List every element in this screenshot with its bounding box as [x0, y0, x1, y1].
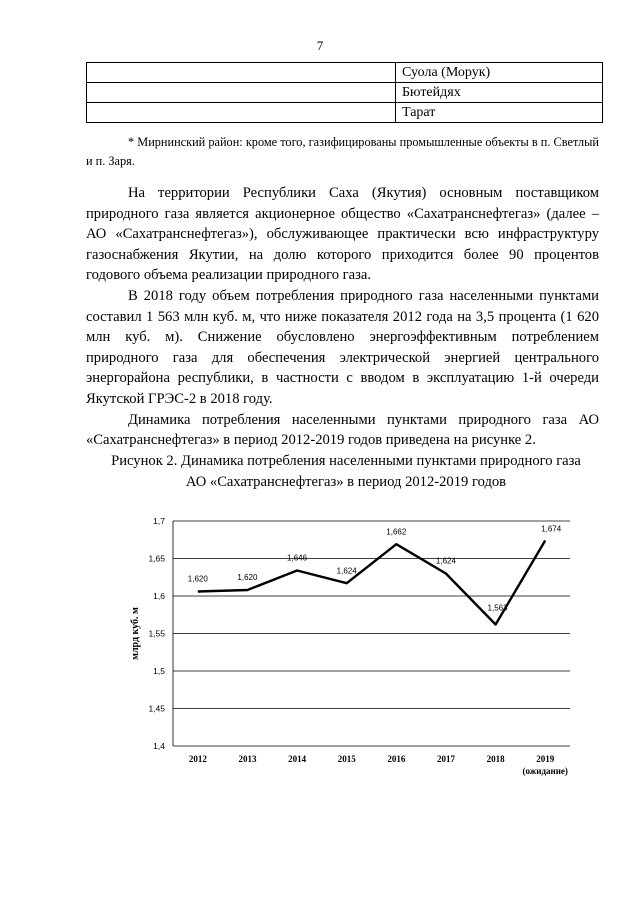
x-tick-sublabel: (ожидание)	[522, 766, 568, 776]
table-row	[87, 83, 603, 103]
consumption-chart	[110, 505, 590, 795]
x-tick-label: 2019	[536, 754, 555, 764]
table-row	[87, 63, 603, 83]
footnote: * Мирнинский район: кроме того, газифицированы промышленные объекты в п. Светлый и п. Заря.	[86, 135, 599, 168]
page-number: 7	[316, 38, 324, 53]
x-tick-label: 2012	[188, 754, 207, 764]
paragraph: В 2018 году объем потребления природного газа населенными пунктами составил 1 563 млн куб. м, что ниже показателя 2012 года на 3,5 процента (1 620 млн куб. м). Снижение обусловлено энергоэффективным потреблением природного газа для обеспечения электрической энергией центрального энергорайона республики, в частности с вводом в эксплуатацию 1-й очереди Якутской ГРЭС-2 в 2018 году.	[86, 287, 599, 407]
table-cell: Суола (Морук)	[396, 63, 603, 83]
data-label: 1,624	[336, 566, 357, 576]
table-row	[87, 103, 603, 123]
x-tick-label: 2017	[436, 754, 455, 764]
x-tick-label: 2016	[387, 754, 406, 764]
chart-svg	[110, 505, 590, 795]
x-tick-label: 2013	[238, 754, 257, 764]
data-label: 1,646	[287, 553, 308, 563]
x-tick-label: 2015	[337, 754, 356, 764]
figure-caption-line: Рисунок 2. Динамика потребления населенными пунктами природного газа	[111, 453, 581, 469]
y-tick-label: 1,6	[153, 591, 165, 601]
data-label: 1,620	[187, 574, 208, 584]
paragraph: На территории Республики Саха (Якутия) основным поставщиком природного газа является акционерное общество «Сахатранснефтегаз» (далее – АО «Сахатранснефтегаз»), обслуживающее практически всю инфраструктуру газоснабжения Якутии, на долю которого приходится более 90 процентов годового объема реализации природного газа.	[86, 185, 599, 284]
table-cell	[87, 83, 396, 103]
table-cell	[87, 63, 396, 83]
body-text	[86, 183, 599, 451]
data-label: 1,624	[435, 556, 456, 566]
y-tick-label: 1,5	[153, 666, 165, 676]
y-tick-label: 1,65	[148, 553, 165, 564]
y-tick-label: 1,45	[148, 703, 165, 714]
x-tick-label: 2018	[486, 754, 505, 764]
table-cell	[87, 103, 396, 123]
table-cell: Бютейдях	[396, 83, 603, 103]
y-tick-label: 1,55	[148, 628, 165, 639]
figure-caption-line: АО «Сахатранснефтегаз» в период 2012-2019 годов	[185, 474, 507, 490]
table-cell: Тарат	[396, 103, 603, 123]
data-label: 1,620	[237, 573, 258, 582]
data-label: 1,674	[541, 524, 562, 534]
data-label: 1,662	[386, 527, 407, 537]
settlements-table	[86, 62, 603, 123]
y-axis-title: млрд куб. м	[130, 607, 141, 660]
y-tick-label: 1,7	[153, 516, 165, 526]
data-label: 1,563	[487, 603, 508, 613]
paragraph: Динамика потребления населенными пунктами природного газа АО «Сахатранснефтегаз» в период 2012-2019 годов приведена на рисунке 2.	[86, 411, 599, 449]
y-tick-label: 1,4	[153, 741, 165, 751]
x-tick-label: 2014	[288, 754, 307, 764]
figure-caption	[96, 451, 596, 493]
